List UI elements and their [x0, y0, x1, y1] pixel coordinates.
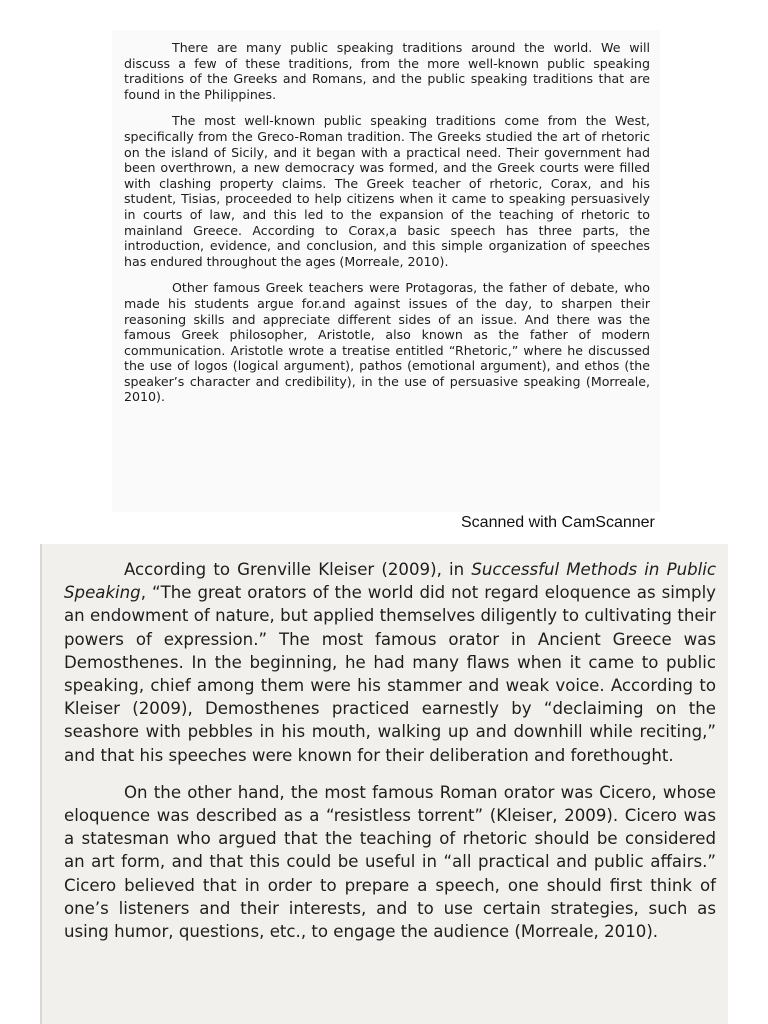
- camscanner-watermark: Scanned with CamScanner: [461, 514, 655, 531]
- kleiser-intro-text: According to Grenville Kleiser (2009), in: [124, 560, 472, 579]
- paragraph-greek-teachers: Other famous Greek teachers were Protagoras, the father of debate, who made his students argue for.and against issues of the day, to sharpen their reasoning skills and appreciate different sides of an issue. And there was the famous Greek philosopher, Aristotle, also known as the father of modern communication. Aristotle wrote a treatise entitled “Rhetoric,” where he discussed the use of logos (logical argument), pathos (emotional argument), and ethos (the speaker’s character and credibility), in the use of persuasive speaking (Morreale, 2010).: [124, 280, 650, 405]
- paragraph-kleiser-demosthenes: [64, 558, 716, 767]
- book-title: Successful Methods in Public Speaking: [64, 560, 716, 603]
- paragraph-traditions-intro: There are many public speaking traditions around the world. We will discuss a few of these traditions, from the more well-known public speaking traditions of the Greeks and Romans, and the public speaking traditions that are found in the Philippines.: [124, 40, 650, 102]
- top-scan-excerpt: [112, 30, 660, 512]
- bottom-scan-excerpt: [40, 544, 728, 1024]
- paragraph-cicero: On the other hand, the most famous Roman orator was Cicero, whose eloquence was described as a “resistless torrent” (Kleiser, 2009). Cicero was a statesman who argued that the teaching of rhetoric should be considered an art form, and that this could be useful in “all practical and public affairs.” Cicero believed that in order to prepare a speech, one should first think of one’s listeners and their interests, and to use certain strategies, such as using humor, questions, etc., to engage the audience (Morreale, 2010).: [64, 782, 716, 942]
- kleiser-quote-text: , “The great orators of the world did not regard eloquence as simply an endowment of nature, but applied themselves diligently to cultivating their powers of expression.” The most famous orator in Ancient Greece was Demosthenes. In the beginning, he had many flaws when it came to public speaking, chief among them were his stammer and weak voice. According to Kleiser (2009), Demosthenes practiced earnestly by “declaiming on the seashore with pebbles in his mouth, walking up and downhill while reciting,” and that his speeches were known for their deliberation and forethought.: [64, 583, 716, 765]
- paragraph-greco-roman-tradition: The most well-known public speaking traditions come from the West, specifically from the Greco-Roman tradition. The Greeks studied the art of rhetoric on the island of Sicily, and it began with a practical need. Their government had been overthrown, a new democracy was formed, and the Greek courts were filled with clashing property claims. The Greek teacher of rhetoric, Corax, and his student, Tisias, proceeded to help citizens when it came to speaking persuasively in courts of law, and this led to the expansion of the teaching of rhetoric to mainland Greece. According to Corax,a basic speech has three parts, the introduction, evidence, and conclusion, and this simple organization of speeches has endured throughout the ages (Morreale, 2010).: [124, 113, 650, 269]
